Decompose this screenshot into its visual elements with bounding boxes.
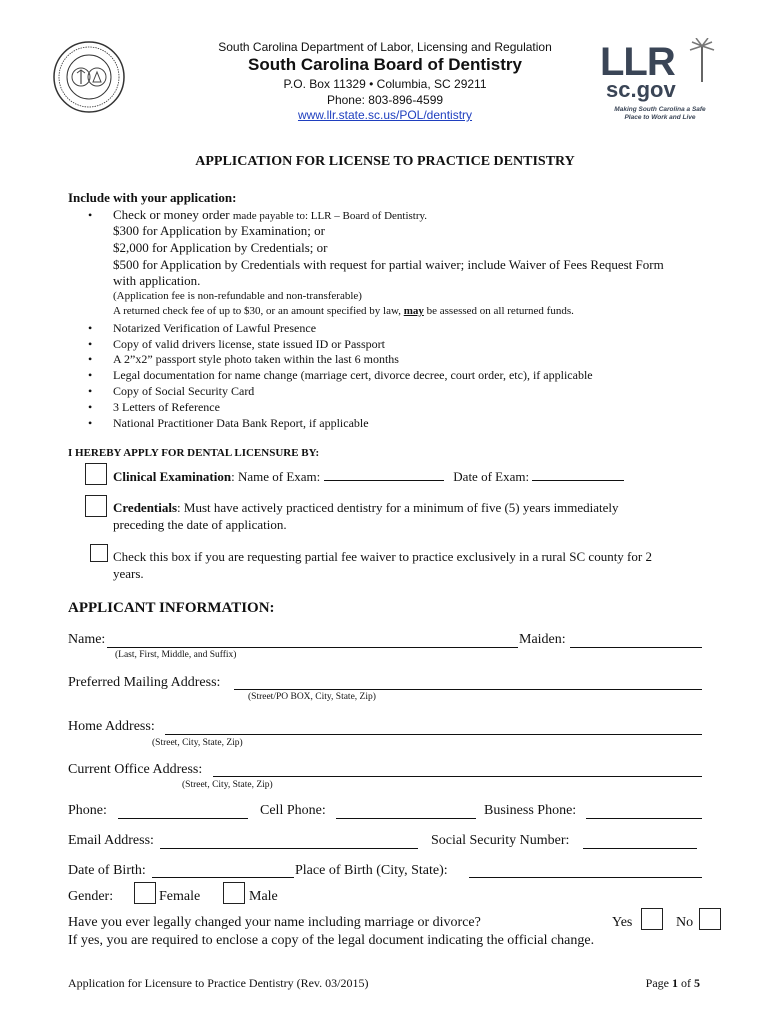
list-item: Legal documentation for name change (marriage cert, divorce decree, court order, etc), if applicable xyxy=(113,368,593,382)
check-payment-item: Check or money order made payable to: LLR – Board of Dentistry. xyxy=(113,207,428,222)
partial-waiver-text-cont: years. xyxy=(113,566,144,581)
bullet: • xyxy=(88,208,93,222)
dob-field[interactable] xyxy=(152,877,294,878)
office-address-hint: (Street, City, State, Zip) xyxy=(182,780,273,790)
male-label: Male xyxy=(249,889,278,904)
bullet: • xyxy=(88,384,93,398)
home-address-hint: (Street, City, State, Zip) xyxy=(152,738,243,748)
bullet: • xyxy=(88,337,93,351)
name-change-note: If yes, you are required to enclose a copy of the legal document indicating the official change. xyxy=(68,933,595,948)
clinical-exam-checkbox[interactable] xyxy=(85,463,107,485)
partial-waiver-checkbox[interactable] xyxy=(90,544,108,562)
ssn-label: Social Security Number: xyxy=(431,833,570,848)
bullet: • xyxy=(88,416,93,430)
gender-label: Gender: xyxy=(68,889,114,904)
name-change-no-checkbox[interactable] xyxy=(699,908,721,930)
include-heading: Include with your application: xyxy=(68,190,237,205)
department-name: South Carolina Department of Labor, Licensing and Regulation xyxy=(218,40,552,54)
office-address-label: Current Office Address: xyxy=(68,762,203,777)
bullet: • xyxy=(88,368,93,382)
board-name: South Carolina Board of Dentistry xyxy=(248,55,522,74)
maiden-label: Maiden: xyxy=(519,632,566,647)
list-item: Notarized Verification of Lawful Presence xyxy=(113,321,317,335)
form-title: APPLICATION FOR LICENSE TO PRACTICE DENTISTRY xyxy=(195,154,575,169)
name-label: Name: xyxy=(68,632,106,647)
board-website-link[interactable]: www.llr.state.sc.us/POL/dentistry xyxy=(297,108,473,122)
page-number: Page 1 of 5 xyxy=(645,976,700,990)
pob-field[interactable] xyxy=(469,877,702,878)
no-label: No xyxy=(676,915,694,930)
phone-field[interactable] xyxy=(118,818,248,819)
email-label: Email Address: xyxy=(68,833,154,848)
partial-waiver-text: Check this box if you are requesting partial fee waiver to practice exclusively in a rural SC county for 2 xyxy=(113,549,652,564)
fee-credentials: $2,000 for Application by Credentials; or xyxy=(113,240,328,255)
list-item: Copy of Social Security Card xyxy=(113,384,255,398)
email-field[interactable] xyxy=(160,848,418,849)
office-address-field[interactable] xyxy=(213,776,702,777)
apply-heading: I HEREBY APPLY FOR DENTAL LICENSURE BY: xyxy=(68,447,320,459)
llr-logo-text: LLR xyxy=(600,40,675,84)
letterhead xyxy=(170,40,600,122)
footer-form-title: Application for Licensure to Practice Dentistry (Rev. 03/2015) xyxy=(68,976,369,990)
home-address-field[interactable] xyxy=(165,734,702,735)
credentials-row: Credentials: Must have actively practiced dentistry for a minimum of five (5) years immediately xyxy=(113,500,619,515)
fee-partial-waiver: $500 for Application by Credentials with request for partial waiver; include Waiver of Fees Request Form xyxy=(113,257,664,272)
female-label: Female xyxy=(159,889,201,904)
mailing-address-field[interactable] xyxy=(234,689,702,690)
exam-date-field[interactable] xyxy=(532,468,624,481)
phone-label: Phone: xyxy=(68,803,107,818)
bullet: • xyxy=(88,352,93,366)
sc-gov-logo-text: sc.gov xyxy=(606,77,676,102)
name-field[interactable] xyxy=(107,647,518,648)
applicant-info-heading: APPLICANT INFORMATION: xyxy=(68,600,275,616)
list-item: 3 Letters of Reference xyxy=(113,400,220,414)
list-item: Copy of valid drivers license, state issued ID or Passport xyxy=(113,337,385,351)
bullet: • xyxy=(88,321,93,335)
cell-phone-label: Cell Phone: xyxy=(260,803,326,818)
name-change-yes-checkbox[interactable] xyxy=(641,908,663,930)
maiden-field[interactable] xyxy=(570,647,702,648)
list-item: National Practitioner Data Bank Report, if applicable xyxy=(113,416,369,430)
board-phone: Phone: 803-896-4599 xyxy=(326,93,444,107)
name-hint: (Last, First, Middle, and Suffix) xyxy=(115,650,237,660)
ssn-field[interactable] xyxy=(583,848,697,849)
male-checkbox[interactable] xyxy=(223,882,245,904)
exam-name-field[interactable] xyxy=(324,468,444,481)
state-seal-logo xyxy=(52,40,126,114)
fee-partial-waiver-cont: with application. xyxy=(113,273,201,288)
credentials-checkbox[interactable] xyxy=(85,495,107,517)
board-address: P.O. Box 11329 • Columbia, SC 29211 xyxy=(283,77,487,91)
business-phone-label: Business Phone: xyxy=(484,803,577,818)
yes-label: Yes xyxy=(612,915,633,930)
female-checkbox[interactable] xyxy=(134,882,156,904)
cell-phone-field[interactable] xyxy=(336,818,476,819)
mailing-address-label: Preferred Mailing Address: xyxy=(68,675,221,690)
home-address-label: Home Address: xyxy=(68,719,155,734)
list-item: A 2”x2” passport style photo taken within the last 6 months xyxy=(113,352,399,366)
returned-check-note: A returned check fee of up to $30, or an amount specified by law, may be assessed on all returned funds. xyxy=(113,305,574,317)
llr-sc-gov-logo xyxy=(592,40,724,126)
pob-label: Place of Birth (City, State): xyxy=(295,863,448,878)
name-change-question: Have you ever legally changed your name including marriage or divorce? xyxy=(68,915,481,930)
clinical-exam-row: Clinical Examination: Name of Exam: Date of Exam: xyxy=(113,468,624,485)
bullet: • xyxy=(88,400,93,414)
credentials-row-cont: preceding the date of application. xyxy=(113,517,287,532)
fee-note: (Application fee is non-refundable and non-transferable) xyxy=(113,290,362,302)
logo-tagline: Making South Carolina a Safe Place to Work and Live xyxy=(614,106,706,121)
business-phone-field[interactable] xyxy=(586,818,702,819)
fee-exam: $300 for Application by Examination; or xyxy=(113,223,325,238)
dob-label: Date of Birth: xyxy=(68,863,146,878)
mailing-address-hint: (Street/PO BOX, City, State, Zip) xyxy=(248,692,376,702)
